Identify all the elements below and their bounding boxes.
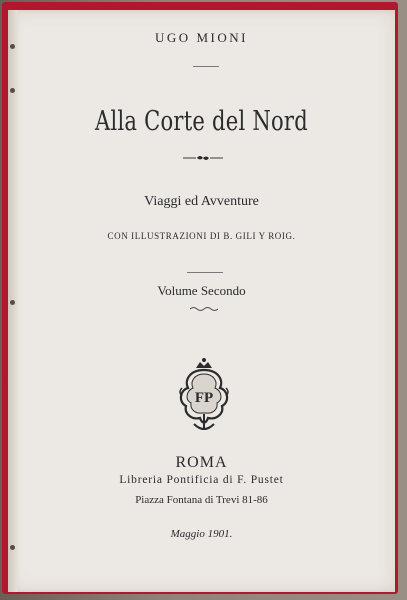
divider-rule (193, 66, 219, 67)
publication-date: Maggio 1901. (170, 528, 233, 540)
book-title: Alla Corte del Nord (95, 106, 308, 137)
publisher-address: Piazza Fontana di Trevi 81-86 (135, 494, 268, 506)
book-subtitle: Viaggi ed Avventure (144, 194, 259, 209)
publisher-emblem-icon (174, 356, 234, 434)
divider-rule (187, 272, 223, 273)
binding-stitch (10, 300, 15, 305)
svg-text:FP: FP (194, 390, 214, 406)
binding-stitch (10, 88, 15, 93)
title-ornament-icon (183, 153, 223, 163)
author-name: UGO MIONI (155, 30, 248, 45)
illustrations-credit: CON ILLUSTRAZIONI DI B. GILI Y ROIG. (107, 231, 296, 241)
publisher-name: Libreria Pontificia di F. Pustet (119, 474, 284, 486)
publication-city: ROMA (175, 454, 228, 471)
volume-label: Volume Secondo (157, 283, 246, 298)
wave-ornament-icon (190, 306, 218, 312)
binding-stitch (10, 545, 15, 550)
